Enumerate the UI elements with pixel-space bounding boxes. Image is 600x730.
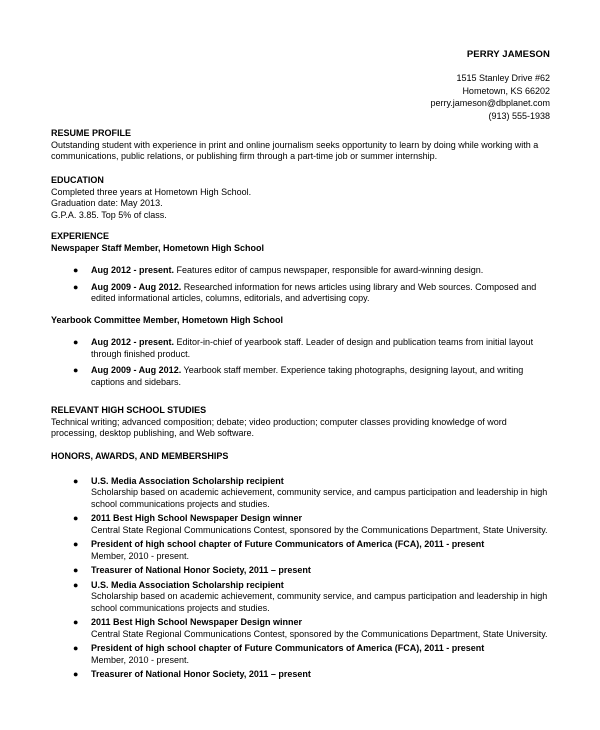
education-line: Graduation date: May 2013. xyxy=(51,198,163,208)
duty-dates: Aug 2012 - present. xyxy=(91,265,175,275)
honor-title: Treasurer of National Honor Society, 2011 – present xyxy=(91,669,311,679)
list-item xyxy=(51,282,551,305)
bullet-icon: ● xyxy=(73,265,79,275)
honor-detail: Central State Regional Communications Contest, sponsored by the Communications Department, State University. xyxy=(91,524,548,535)
honor-title: U.S. Media Association Scholarship recipient xyxy=(91,579,284,590)
honor-detail: Member, 2010 - present. xyxy=(91,550,190,561)
list-item xyxy=(51,565,551,577)
duty-text: Yearbook staff member. Experience taking photographs, designing layout, and writing captions and sidebars. xyxy=(91,365,524,387)
bullet-icon: ● xyxy=(73,643,79,653)
list-item xyxy=(51,539,551,562)
bullet-icon: ● xyxy=(73,281,79,292)
bullet-icon: ● xyxy=(73,475,79,486)
honors-heading: HONORS, AWARDS, AND MEMBERSHIPS xyxy=(51,451,229,461)
profile-heading: RESUME PROFILE xyxy=(51,128,132,138)
bullet-icon: ● xyxy=(73,565,79,575)
list-item xyxy=(51,365,551,388)
studies-text: Technical writing; advanced composition; debate; video production; computer classes providing knowledge of word processing, desktop publishing, and Web software. xyxy=(51,416,507,438)
city-line: Hometown, KS 66202 xyxy=(462,85,550,96)
education-line: Completed three years at Hometown High School. xyxy=(51,186,252,197)
honor-detail: Central State Regional Communications Contest, sponsored by the Communications Department, State University. xyxy=(91,628,548,639)
list-item xyxy=(51,643,551,666)
profile-text: Outstanding student with experience in print and online journalism seeks opportunity to learn by doing while working with a communications, public relations, or publishing firm through a part-time job or summer internship. xyxy=(51,139,539,161)
education-section xyxy=(51,175,551,221)
studies-section xyxy=(51,405,551,440)
experience-section xyxy=(51,231,551,393)
bullet-icon: ● xyxy=(73,579,79,590)
bullet-icon: ● xyxy=(73,337,79,347)
bullet-icon: ● xyxy=(73,539,79,549)
job-title: Yearbook Committee Member, Hometown High School xyxy=(51,314,284,325)
list-item xyxy=(51,337,551,360)
honors-section xyxy=(51,451,551,684)
bullet-icon: ● xyxy=(73,617,79,627)
honors-list xyxy=(51,476,551,681)
profile-section xyxy=(51,128,551,163)
list-item xyxy=(51,580,551,615)
honor-detail: Scholarship based on academic achievement, community service, and campus participation and leadership in high school communications projects and studies. xyxy=(91,487,548,509)
list-item xyxy=(51,476,551,511)
bullet-icon: ● xyxy=(73,513,79,523)
list-item xyxy=(51,669,551,681)
honor-title: President of high school chapter of Future Communicators of America (FCA), 2011 - present xyxy=(91,539,485,549)
education-heading: EDUCATION xyxy=(51,175,104,185)
job-title: Newspaper Staff Member, Hometown High School xyxy=(51,242,265,253)
education-line: G.P.A. 3.85. Top 5% of class. xyxy=(51,209,167,220)
list-item xyxy=(51,513,551,536)
duty-dates: Aug 2009 - Aug 2012. xyxy=(91,281,182,292)
honor-title: 2011 Best High School Newspaper Design winner xyxy=(91,513,303,523)
email-line: perry.jameson@dbplanet.com xyxy=(430,98,550,108)
contact-block xyxy=(430,72,550,122)
honor-title: Treasurer of National Honor Society, 2011 – present xyxy=(91,565,311,575)
duty-text: Editor-in-chief of yearbook staff. Leader of design and publication teams from initial layout through finished product. xyxy=(91,337,534,359)
honor-title: U.S. Media Association Scholarship recipient xyxy=(91,475,284,486)
experience-heading: EXPERIENCE xyxy=(51,231,110,241)
duty-text: Researched information for news articles using library and Web sources. Composed and edited informational articles, columns, editorials, and advertising copy. xyxy=(91,281,537,303)
duty-text: Features editor of campus newspaper, responsible for award-winning design. xyxy=(174,265,484,275)
candidate-name: PERRY JAMESON xyxy=(466,49,550,60)
list-item xyxy=(51,617,551,640)
bullet-icon: ● xyxy=(73,365,79,375)
honor-detail: Scholarship based on academic achievement, community service, and campus participation and leadership in high school communications projects and studies. xyxy=(91,591,548,613)
phone-line: (913) 555-1938 xyxy=(488,110,550,121)
duty-dates: Aug 2012 - present. xyxy=(91,337,175,347)
bullet-icon: ● xyxy=(73,669,79,679)
job-duties-list xyxy=(51,337,551,388)
honor-detail: Member, 2010 - present. xyxy=(91,654,190,665)
list-item xyxy=(51,265,551,277)
duty-dates: Aug 2009 - Aug 2012. xyxy=(91,365,182,375)
studies-heading: RELEVANT HIGH SCHOOL STUDIES xyxy=(51,405,207,415)
address-line: 1515 Stanley Drive #62 xyxy=(456,73,550,83)
honor-title: President of high school chapter of Future Communicators of America (FCA), 2011 - present xyxy=(91,643,485,653)
honor-title: 2011 Best High School Newspaper Design winner xyxy=(91,617,303,627)
job-duties-list xyxy=(51,265,551,305)
